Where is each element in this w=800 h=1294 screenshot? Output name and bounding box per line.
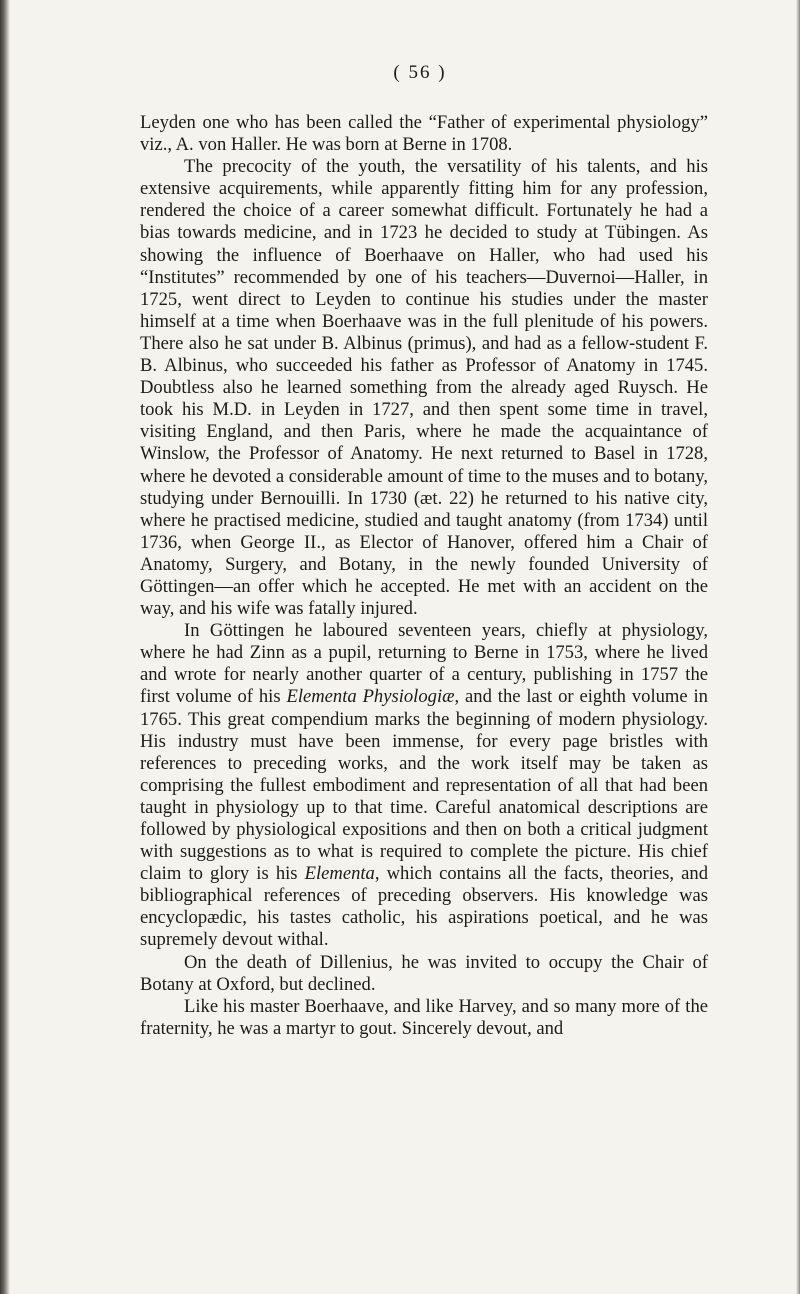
body-text <box>140 112 708 1040</box>
text-run: Like his master Boerhaave, and like Harvey, and so many more of the fraternity, he was a martyr to gout. Sincerely devout, and <box>140 995 708 1039</box>
text-run: In Göttingen he laboured seventeen years, chiefly at physiology, where he had Zinn as a pupil, returning to Berne in 1753, where he lived and wrote for nearly another quarter of a century, publishing in 1757 the first volume of his <box>140 620 708 708</box>
text-run: Leyden one who has been called the “Father of experimental physiology” viz., A. von Haller. He was born at Berne in 1708. <box>140 112 708 156</box>
italic-title: Elementa <box>304 863 375 885</box>
scan-edge-right <box>796 0 800 1294</box>
paragraph-3 <box>140 620 708 951</box>
paragraph-5 <box>140 996 708 1040</box>
page-number: ( 56 ) <box>393 62 447 83</box>
text-run: The precocity of the youth, the versatility of his talents, and his extensive acquirements, while apparently fitting him for any profession, rendered the choice of a career somewhat difficult. Fortunately he had a bias towards medicine, and in 1723 he decided to study at Tübingen. As showing the influence of Boerhaave on Haller, who had used his “Institutes” recommended by one of his teachers—Duvernoi—Haller, in 1725, went direct to Leyden to continue his studies under the master himself at a time when Boerhaave was in the full plenitude of his powers. There also he sat under B. Albinus (primus), and had as a fellow-student F. B. Albinus, who succeeded his father as Professor of Anatomy in 1745. Doubtless also he learned something from the already aged Ruysch. He took his M.D. in Leyden in 1727, and then spent some time in travel, visiting England, and then Paris, where he made the acquaintance of Winslow, the Professor of Anatomy. He next returned to Basel in 1728, where he devoted a considerable amount of time to the muses and to botany, studying under Bernouilli. In 1730 (æt. 22) he returned to his native city, where he practised medicine, studied and taught anatomy (from 1734) until 1736, when George II., as Elector of Hanover, offered him a Chair of Anatomy, Surgery, and Botany, in the newly founded University of Göttingen—an offer which he accepted. He met with an accident on the way, and his wife was fatally injured. <box>140 156 708 620</box>
text-run: On the death of Dillenius, he was invited to occupy the Chair of Botany at Oxford, but declined. <box>140 951 708 995</box>
paragraph-4 <box>140 952 708 996</box>
text-run: , and the last or eighth volume in 1765. This great compendium marks the beginning of modern physiology. His industry must have been immense, for every page bristles with references to preceding works, and the work itself may be taken as comprising the fullest embodiment and representation of all that had been taught in physiology up to that time. Careful anatomical descriptions are followed by physiological expositions and then on both a critical judgment with suggestions as to what is required to complete the picture. His chief claim to glory is his <box>140 686 708 885</box>
paragraph-2 <box>140 156 708 620</box>
scan-edge-left <box>0 0 10 1294</box>
paragraph-1 <box>140 112 708 156</box>
text-run: , which contains all the facts, theories, and bibliographical references of preceding observers. His knowledge was encyclopædic, his tastes catholic, his aspirations poetical, and he was supremely devout withal. <box>140 863 709 951</box>
italic-title: Elementa Physiologiæ <box>286 686 455 708</box>
